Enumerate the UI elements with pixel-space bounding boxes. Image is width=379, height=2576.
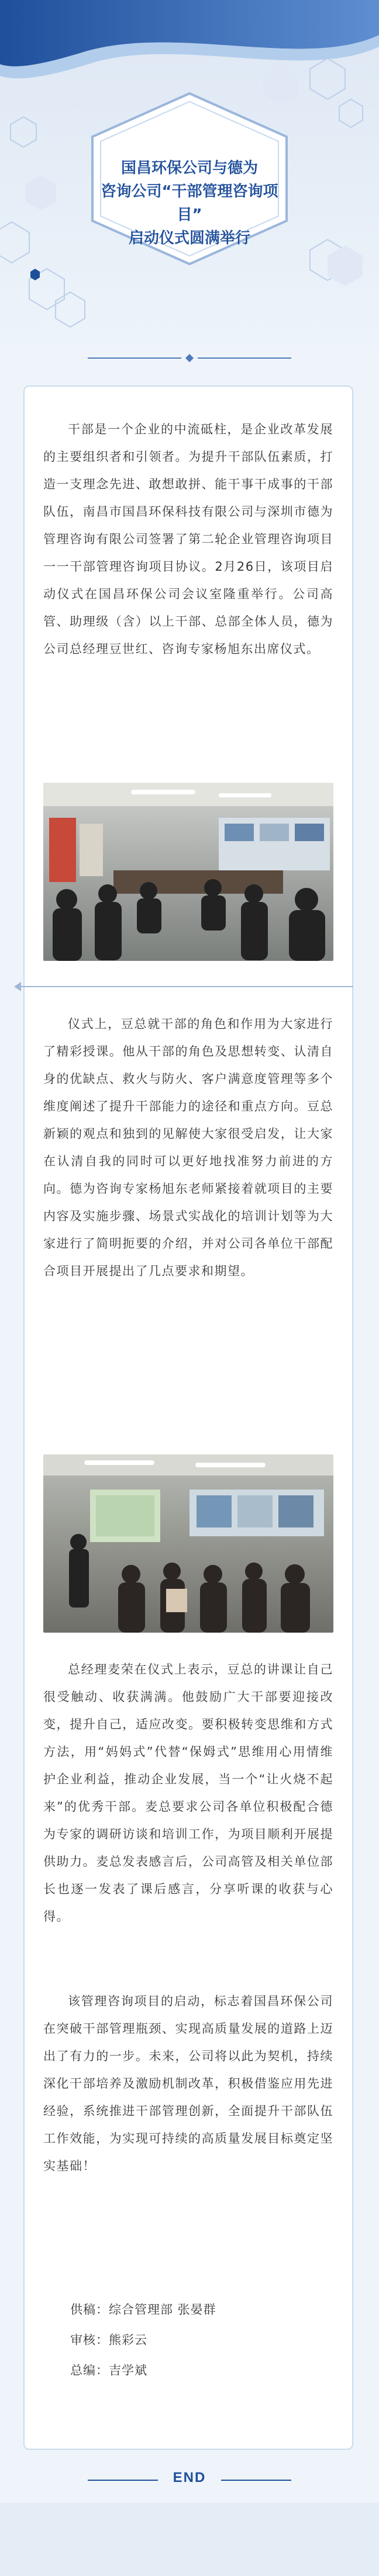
title-underline-decoration [88,355,291,361]
title-line-2: 咨询公司“干部管理咨询项目” [101,183,278,224]
paragraph-4: 该管理咨询项目的启动，标志着国昌环保公司在突破干部管理瓶颈、实现高质量发展的道路上迈出了有力的一步。未来，公司将以此为契机，持续深化干部培养及激励机制改革，积极借鉴应用先进经验，系统推进干部管理创新，全面提升干部队伍工作效能，为实现可持续的高质量发展目标奠定坚实基础！ [43,1994,333,2173]
end-line-left [88,2480,158,2481]
article-header [0,0,379,362]
end-line-right [221,2480,291,2481]
credit-supply: 供稿：综合管理部 张晏群 [70,2303,216,2317]
footer-band [0,2503,379,2576]
end-label: END [173,2470,206,2485]
paragraph-2: 仪式上，豆总就干部的角色和作用为大家进行了精彩授课。他从干部的角色及思想转变、认清自身的优缺点、救火与防火、客户满意度管理等多个维度阐述了提升干部能力的途径和重点方向。豆总新颖的观点和独到的见解使大家很受启发，让大家在认清自我的同时可以更好地找准努力前进的方向。德为咨询专家杨旭东老师紧接着就项目的主要内容及实施步骤、场景式实战化的培训计划等为大家进行了简明扼要的介绍，并对公司各单位干部配合项目开展提出了几点要求和期望。 [43,1017,333,1278]
meeting-photo-2 [43,1454,333,1633]
meeting-photo-1 [43,783,333,961]
paragraph-1: 干部是一个企业的中流砥柱，是企业改革发展的主要组织者和引领者。为提升干部队伍素质，打造一支理念先进、敢想敢拼、能干事干成事的干部队伍，南昌市国昌环保科技有限公司与深圳市德为管理咨询有限公司签署了第二轮企业管理咨询项目一一干部管理咨询项目协议。2月26日，该项目启动仪式在国昌环保公司会议室隆重举行。公司高管、助理级（含）以上干部、总部全体人员，德为公司总经理豆世红、咨询专家杨旭东出席仪式。 [43,422,333,656]
section-divider [19,986,353,987]
title-line-3: 启动仪式圆满举行 [128,230,250,247]
article-credits [70,2294,216,2386]
credit-editor: 总编：吉学斌 [70,2363,147,2377]
title-line-1: 国昌环保公司与德为 [120,159,258,177]
article-title [101,157,278,250]
paragraph-3: 总经理麦荣在仪式上表示，豆总的讲课让自己很受触动、收获满满。他鼓励广大干部要迎接改变，提升自己，适应改变。要积极转变思维和方式方法，用“妈妈式”代替“保姆式”思维用心用情维护企业利益，推动企业发展，当一个“让火烧不起来”的优秀干部。麦总要求公司各单位积极配合德为专家的调研访谈和培训工作，为项目顺利开展提供助力。麦总发表感言后，公司高管及相关单位部长也逐一发表了课后感言，分享听课的收获与心得。 [43,1662,333,1924]
credit-review: 审核：熊彩云 [70,2333,147,2347]
